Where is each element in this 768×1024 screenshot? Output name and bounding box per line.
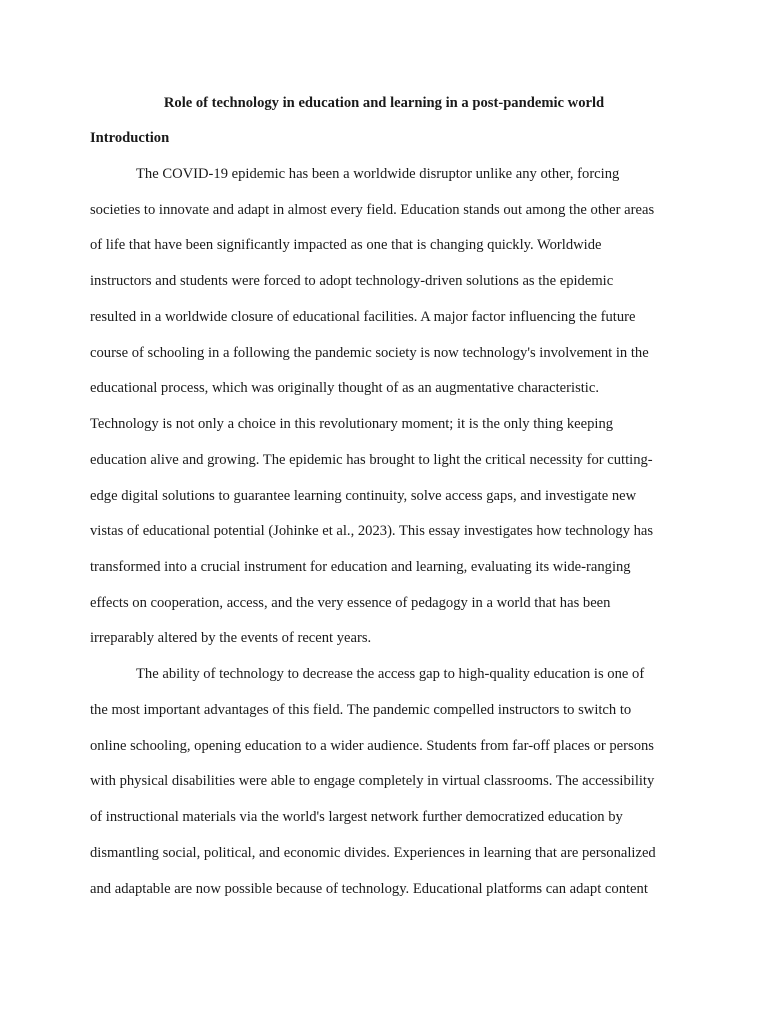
body-text-line: and adaptable are now possible because of technology. Educational platforms can adapt content [90, 881, 648, 897]
body-text-line: irreparably altered by the events of recent years. [90, 630, 372, 646]
body-text-line: with physical disabilities were able to engage completely in virtual classrooms. The accessibility [90, 773, 655, 789]
body-text-line: online schooling, opening education to a wider audience. Students from far-off places or persons [90, 738, 654, 754]
body-text-line: educational process, which was originally thought of as an augmentative characteristic. [90, 380, 599, 396]
body-text-line: societies to innovate and adapt in almost every field. Education stands out among the other areas [90, 202, 655, 218]
body-text-line: vistas of educational potential (Johinke et al., 2023). This essay investigates how technology has [90, 523, 654, 539]
body-text-line: course of schooling in a following the pandemic society is now technology's involvement in the [90, 345, 649, 361]
body-text-line: dismantling social, political, and economic divides. Experiences in learning that are personalized [90, 845, 656, 861]
body-text-line: education alive and growing. The epidemic has brought to light the critical necessity for cutting- [90, 452, 653, 468]
section-heading-introduction: Introduction [90, 130, 170, 146]
document-title: Role of technology in education and learning in a post-pandemic world [163, 95, 605, 111]
body-text-line: The COVID-19 epidemic has been a worldwide disruptor unlike any other, forcing [136, 166, 620, 182]
body-text-line: of instructional materials via the world's largest network further democratized education by [90, 809, 623, 825]
body-text-line: transformed into a crucial instrument for education and learning, evaluating its wide-ranging [90, 559, 631, 575]
body-text-line: instructors and students were forced to adopt technology-driven solutions as the epidemic [90, 273, 614, 289]
body-text-line: resulted in a worldwide closure of educational facilities. A major factor influencing the future [90, 309, 636, 325]
body-text-line: of life that have been significantly impacted as one that is changing quickly. Worldwide [90, 237, 602, 253]
body-text-line: the most important advantages of this field. The pandemic compelled instructors to switch to [90, 702, 632, 718]
body-text-line: Technology is not only a choice in this revolutionary moment; it is the only thing keeping [90, 416, 614, 432]
body-text-line: The ability of technology to decrease the access gap to high-quality education is one of [136, 666, 645, 682]
body-text-line: edge digital solutions to guarantee learning continuity, solve access gaps, and investigate new [90, 488, 637, 504]
body-text-line: effects on cooperation, access, and the very essence of pedagogy in a world that has been [90, 595, 611, 611]
